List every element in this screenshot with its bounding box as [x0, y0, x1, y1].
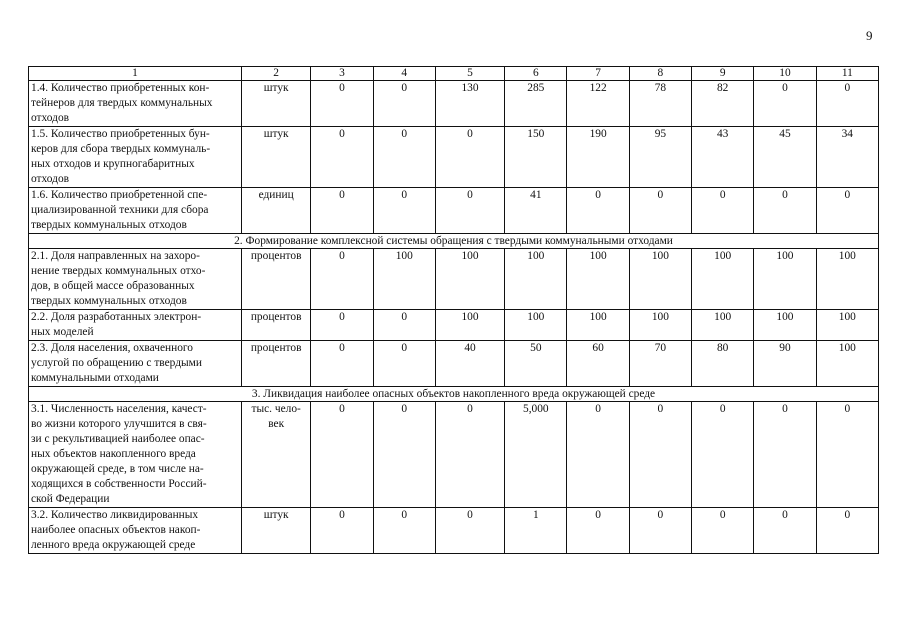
value-cell: 122	[567, 81, 629, 127]
value-cell: 100	[629, 249, 691, 310]
value-cell: 0	[311, 341, 373, 387]
value-cell: 41	[505, 188, 567, 234]
section-row	[29, 387, 879, 402]
value-cell: 0	[373, 81, 435, 127]
value-cell: 100	[692, 310, 754, 341]
value-cell: 0	[754, 81, 816, 127]
indicator-name: 2.2. Доля разработанных электрон- ных моделей	[29, 310, 242, 341]
unit-cell: процентов	[242, 341, 311, 387]
unit-cell: процентов	[242, 310, 311, 341]
table-row	[29, 249, 879, 310]
table-row	[29, 508, 879, 554]
value-cell: 100	[435, 249, 504, 310]
value-cell: 0	[373, 341, 435, 387]
indicators-table	[28, 66, 879, 554]
column-number: 10	[754, 67, 816, 81]
indicator-name: 2.1. Доля направленных на захоро- нение твердых коммунальных отхо- дов, в общей массе образованных твердых коммунальных отходов	[29, 249, 242, 310]
value-cell: 0	[629, 188, 691, 234]
value-cell: 0	[311, 127, 373, 188]
value-cell: 0	[373, 310, 435, 341]
indicator-name: 3.2. Количество ликвидированных наиболее опасных объектов накоп- ленного вреда окружающей среде	[29, 508, 242, 554]
value-cell: 34	[816, 127, 878, 188]
value-cell: 100	[692, 249, 754, 310]
column-number: 11	[816, 67, 878, 81]
value-cell: 80	[692, 341, 754, 387]
unit-cell: единиц	[242, 188, 311, 234]
value-cell: 45	[754, 127, 816, 188]
column-number: 2	[242, 67, 311, 81]
value-cell: 0	[567, 188, 629, 234]
value-cell: 100	[629, 310, 691, 341]
section-heading: 3. Ликвидация наиболее опасных объектов накопленного вреда окружающей среде	[29, 387, 879, 402]
table-row	[29, 188, 879, 234]
value-cell: 100	[754, 249, 816, 310]
value-cell: 100	[567, 310, 629, 341]
value-cell: 0	[311, 310, 373, 341]
value-cell: 0	[373, 402, 435, 508]
value-cell: 0	[311, 508, 373, 554]
column-number: 3	[311, 67, 373, 81]
value-cell: 100	[505, 310, 567, 341]
value-cell: 43	[692, 127, 754, 188]
value-cell: 0	[816, 188, 878, 234]
value-cell: 100	[373, 249, 435, 310]
value-cell: 285	[505, 81, 567, 127]
value-cell: 0	[692, 188, 754, 234]
unit-cell: тыс. чело- век	[242, 402, 311, 508]
unit-cell: штук	[242, 81, 311, 127]
column-number: 5	[435, 67, 504, 81]
table-body	[29, 67, 879, 554]
value-cell: 0	[435, 188, 504, 234]
value-cell: 1	[505, 508, 567, 554]
value-cell: 0	[435, 127, 504, 188]
unit-cell: штук	[242, 508, 311, 554]
column-number: 7	[567, 67, 629, 81]
indicator-name: 1.6. Количество приобретенной спе- циализированной техники для сбора твердых коммунальных отходов	[29, 188, 242, 234]
value-cell: 150	[505, 127, 567, 188]
value-cell: 0	[373, 508, 435, 554]
value-cell: 0	[373, 127, 435, 188]
column-number: 9	[692, 67, 754, 81]
value-cell: 0	[754, 188, 816, 234]
section-heading: 2. Формирование комплексной системы обращения с твердыми коммунальными отходами	[29, 234, 879, 249]
value-cell: 100	[754, 310, 816, 341]
column-number: 6	[505, 67, 567, 81]
value-cell: 0	[629, 508, 691, 554]
column-number: 1	[29, 67, 242, 81]
value-cell: 0	[692, 508, 754, 554]
unit-cell: процентов	[242, 249, 311, 310]
table-row	[29, 310, 879, 341]
value-cell: 0	[311, 188, 373, 234]
value-cell: 130	[435, 81, 504, 127]
value-cell: 60	[567, 341, 629, 387]
value-cell: 0	[311, 249, 373, 310]
value-cell: 0	[754, 508, 816, 554]
value-cell: 40	[435, 341, 504, 387]
column-number: 4	[373, 67, 435, 81]
value-cell: 0	[435, 508, 504, 554]
value-cell: 0	[816, 81, 878, 127]
table-row	[29, 127, 879, 188]
value-cell: 190	[567, 127, 629, 188]
indicator-name: 2.3. Доля населения, охваченного услугой по обращению с твердыми коммунальными отходами	[29, 341, 242, 387]
value-cell: 0	[629, 402, 691, 508]
value-cell: 100	[816, 249, 878, 310]
value-cell: 90	[754, 341, 816, 387]
value-cell: 0	[816, 402, 878, 508]
value-cell: 78	[629, 81, 691, 127]
value-cell: 100	[435, 310, 504, 341]
section-row	[29, 234, 879, 249]
column-number-row	[29, 67, 879, 81]
value-cell: 82	[692, 81, 754, 127]
value-cell: 0	[373, 188, 435, 234]
value-cell: 0	[816, 508, 878, 554]
page-number: 9	[866, 28, 873, 43]
value-cell: 100	[505, 249, 567, 310]
value-cell: 100	[816, 310, 878, 341]
value-cell: 0	[692, 402, 754, 508]
value-cell: 0	[435, 402, 504, 508]
value-cell: 0	[567, 508, 629, 554]
value-cell: 5,000	[505, 402, 567, 508]
indicator-name: 1.4. Количество приобретенных кон- тейнеров для твердых коммунальных отходов	[29, 81, 242, 127]
value-cell: 70	[629, 341, 691, 387]
unit-cell: штук	[242, 127, 311, 188]
value-cell: 0	[567, 402, 629, 508]
value-cell: 50	[505, 341, 567, 387]
value-cell: 0	[311, 402, 373, 508]
value-cell: 95	[629, 127, 691, 188]
value-cell: 0	[754, 402, 816, 508]
column-number: 8	[629, 67, 691, 81]
table-row	[29, 402, 879, 508]
value-cell: 100	[816, 341, 878, 387]
table-row	[29, 81, 879, 127]
value-cell: 0	[311, 81, 373, 127]
indicator-name: 1.5. Количество приобретенных бун- керов для сбора твердых коммуналь- ных отходов и крупногабаритных отходов	[29, 127, 242, 188]
value-cell: 100	[567, 249, 629, 310]
table-row	[29, 341, 879, 387]
indicator-name: 3.1. Численность населения, качест- во жизни которого улучшится в свя- зи с рекультивацией наиболее опас- ных объектов накопленного вреда окружающей среде, в том числе на- ходящихся в собственности Россий- ской Федерации	[29, 402, 242, 508]
